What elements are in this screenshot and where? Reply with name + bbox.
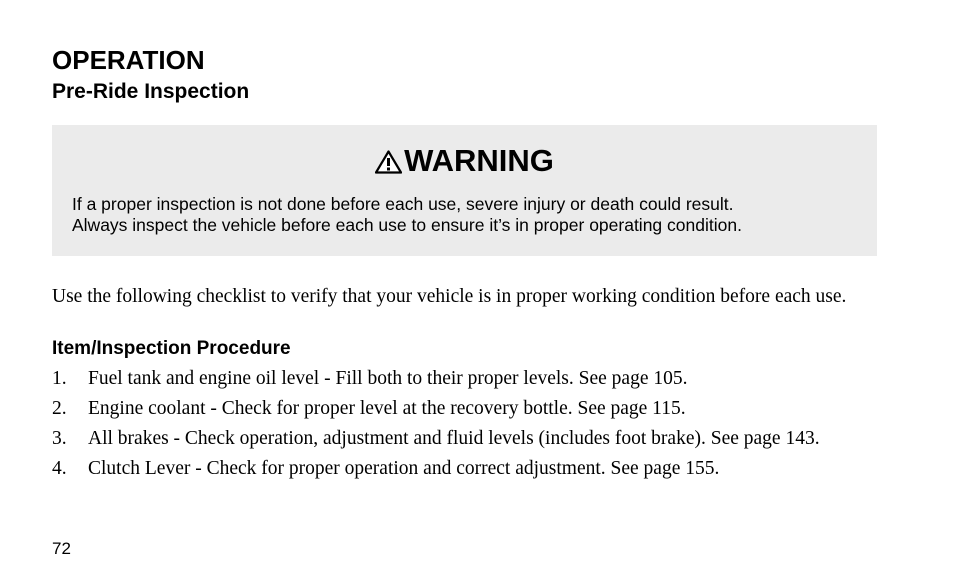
subsection-title: Pre-Ride Inspection — [52, 80, 250, 103]
list-item-number: 4. — [52, 458, 67, 479]
checklist-heading: Item/Inspection Procedure — [52, 338, 291, 359]
intro-paragraph: Use the following checklist to verify that your vehicle is in proper working condition before each use. — [52, 286, 847, 307]
list-item-text: All brakes - Check operation, adjustment and fluid levels (includes foot brake). See page 143. — [88, 428, 820, 449]
list-item-text: Fuel tank and engine oil level - Fill both to their proper levels. See page 105. — [88, 368, 688, 389]
warning-line-1: If a proper inspection is not done before each use, severe injury or death could result. — [72, 194, 734, 214]
page-number: 72 — [52, 539, 71, 558]
list-item — [52, 428, 872, 450]
warning-triangle-icon — [375, 150, 402, 174]
inspection-checklist — [52, 368, 872, 488]
list-item — [52, 398, 872, 420]
list-item — [52, 458, 872, 480]
list-item-text: Clutch Lever - Check for proper operation and correct adjustment. See page 155. — [88, 458, 720, 479]
section-title: OPERATION — [52, 45, 205, 75]
warning-title: WARNING — [404, 143, 554, 178]
list-item-text: Engine coolant - Check for proper level at the recovery bottle. See page 115. — [88, 398, 686, 419]
warning-line-2: Always inspect the vehicle before each use to ensure it’s in proper operating condition. — [72, 215, 742, 235]
list-item-number: 1. — [52, 368, 67, 389]
list-item — [52, 368, 872, 390]
list-item-number: 3. — [52, 428, 67, 449]
warning-text — [72, 194, 872, 236]
warning-box — [52, 125, 877, 256]
list-item-number: 2. — [52, 398, 67, 419]
warning-heading — [52, 143, 877, 179]
